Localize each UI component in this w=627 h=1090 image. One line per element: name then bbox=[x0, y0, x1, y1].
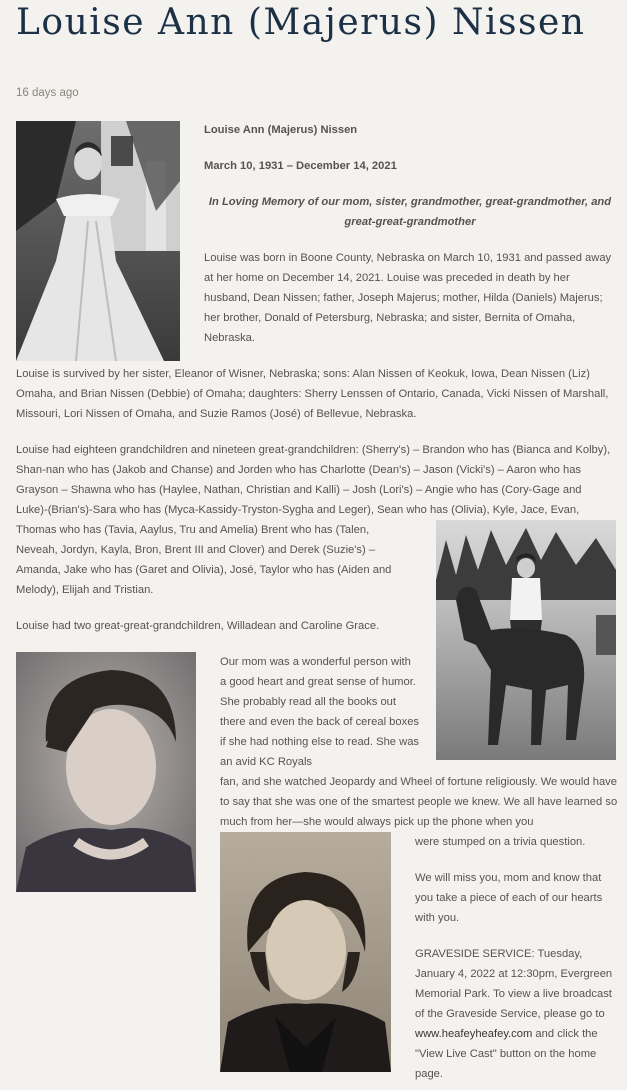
page-title: Louise Ann (Majerus) Nissen bbox=[16, 2, 586, 43]
para-birth: Louise was born in Boone County, Nebraska on March 10, 1931 and passed away at her home on December 14, 2021. Louise was preceded in death by her husband, Dean Nissen; father, Joseph Majerus; mother, Hilda (Daniels) Majerus; her brother, Donald of Petersburg, Nebraska; and sister, Bernita of Omaha, Nebraska. bbox=[204, 252, 612, 344]
article-dates: March 10, 1931 – December 14, 2021 bbox=[204, 160, 397, 172]
memory-line: In Loving Memory of our mom, sister, grandmother, great-grandmother, and great-great-grandmother bbox=[208, 196, 612, 228]
service-text: GRAVESIDE SERVICE: Tuesday, January 4, 2022 at 12:30pm, Evergreen Memorial Park. To view a live broadcast of the Graveside Service, please go to bbox=[415, 948, 613, 1020]
para-wonderful-cont: fan, and she watched Jeopardy and Wheel of fortune religiously. We would have to say that she was one of the smartest people we knew. We all have learned so much from her—she would always pick up the phone when you bbox=[220, 776, 618, 828]
photo-portrait-young bbox=[16, 652, 196, 892]
photo-horse bbox=[436, 520, 616, 760]
para-miss-you: We will miss you, mom and know that you take a piece of each of our hearts with you. bbox=[415, 872, 603, 924]
post-timestamp: 16 days ago bbox=[16, 87, 79, 99]
para-grandchildren-cont: Thomas who has (Tavia, Aaylus, Tru and Amelia) Brent who has (Talen, Neveah, Jordyn, Kayla, Bron, Brent III and Clover) and Derek (Suzie's) – Amanda, Jake who has (Garet and Olivia), José, Taylor who has (Aiden and Melody), Elijah and Tristian. bbox=[16, 524, 392, 596]
para-grandchildren: Louise had eighteen grandchildren and nineteen great-grandchildren: (Sherry's) – Brandon who has (Bianca and Kolby), Shan-nan who has (Jakob and Chanse) and Jorden who has Charlotte (Dean's) – Jason (Vicki's) – Aaron who has Grayson – Shawna who has (Haylee, Nathan, Christian and Kalli) – Josh (Lori's) – Angie who has (Cory-Gage and Luke)-(Brian's)-Sara who has (Myca-Kassidy-Tryston-Sygha and Leger), Sean who has (Olivia), Kyle, Jace, Evan, bbox=[16, 444, 611, 516]
service-text-end: and click the "View Live Cast" button on the home page. bbox=[415, 1028, 598, 1080]
photo-gown bbox=[16, 121, 180, 361]
para-survived: Louise is survived by her sister, Eleanor of Wisner, Nebraska; sons: Alan Nissen of Keokuk, Iowa, Dean Nissen (Liz) Omaha, and Brian Nissen (Debbie) of Omaha; daughters: Sherry Lenssen of Ontario, Canada, Vicki Nissen of Marshall, Missouri, Lori Nissen of Omaha, and Suzie Ramos (José) of Bellevue, Nebraska. bbox=[16, 368, 609, 420]
para-stumped: were stumped on a trivia question. bbox=[415, 836, 586, 848]
website-link[interactable]: www.heafeyheafey.com bbox=[415, 1028, 533, 1040]
para-service bbox=[415, 944, 620, 1084]
para-wonderful: Our mom was a wonderful person with a good heart and great sense of humor. She probably read all the books out there and even the back of cereal boxes if she had nothing else to read. She was an avid KC Royals bbox=[220, 656, 420, 768]
article-name: Louise Ann (Majerus) Nissen bbox=[204, 124, 358, 136]
photo-portrait-smiling bbox=[220, 832, 391, 1072]
para-great-great: Louise had two great-great-grandchildren, Willadean and Caroline Grace. bbox=[16, 620, 380, 632]
